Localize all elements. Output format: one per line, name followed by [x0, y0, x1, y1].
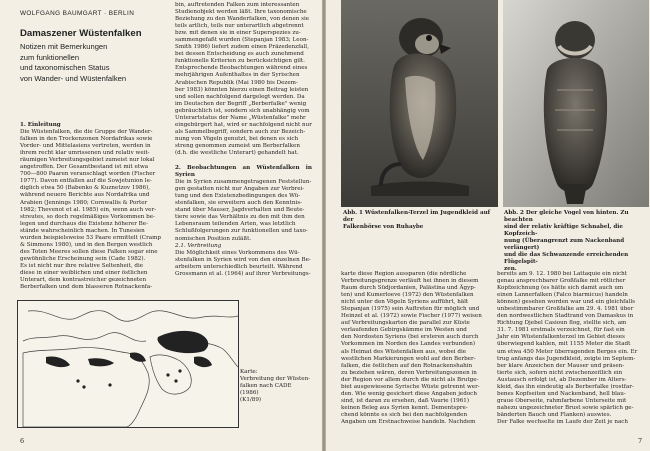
text-line: verlaufenden Gebirgskämme im Westen und [341, 327, 467, 334]
text-line: arbeitern unterschiedlich beurteilt. Während [175, 263, 303, 270]
text-line: mehrjährigen Aufenthaltes in der Syrischen [175, 72, 300, 79]
text-line: Unterart, dem kontrastreicher gezeichneten [20, 277, 147, 284]
text-line: Studienobjekt werden läßt. Ihre taxonomische [175, 9, 307, 16]
article-title: Damaszener Wüstenfalken [20, 28, 142, 39]
text-line: Beziehung zu den Wanderfalken, von denen sie [175, 16, 310, 23]
text-line: diese in einer weiblichen und einer östlichen [20, 269, 148, 276]
text-line: den Nordosten Syriens (bei ersteren auch durch [341, 334, 479, 341]
text-line: bänderten Bauch und Flanken) auswies. [497, 411, 612, 418]
subtitle-line: und taxonomischen Status [20, 63, 110, 73]
text-line: des Toten Meeres sollen diese Falken sogar eine [20, 248, 158, 255]
text-line: & Simmons 1980), und in den Bergen westlich [20, 241, 153, 248]
caption-line: Abb. 1 Wüstenfalken-Terzel im Jugendkleid auf der [343, 210, 491, 224]
text-line: Smith 1986) liefert zudem einen Präzedenzfall, [175, 44, 309, 51]
text-line: Vorkommen im Norden des Landes verbunden) [341, 341, 476, 348]
text-line: bereits am 9. 12. 1980 bei Lattaquie ein nicht [497, 271, 628, 277]
text-line: den. Wie wenig gesichert diese Angaben jedoch [341, 390, 477, 397]
subtitle-line: Notizen mit Bemerkungen [20, 42, 108, 51]
left-page [0, 0, 322, 451]
text-line: den nordwestlichen Stadtrand von Damaskus in [497, 313, 634, 320]
text-line: Grossmann et al. (1964) auf ihrer Verbreitungs- [175, 270, 311, 277]
text-line: Kopfzeichnung (es hätte sich damit auch um [497, 285, 624, 292]
text-line: falken, die östlichen auf den Rotnackenshahin [341, 362, 473, 369]
map-caption [240, 369, 312, 404]
text-line: Schlußfolgerungen zur funktionellen und taxo- [175, 228, 308, 235]
text-line: benes Kopfseiten und Nackenband, hell blau- [497, 390, 626, 397]
text-line: sind, ist daran zu ersehen, daß Vaurie (1961) [341, 397, 470, 404]
text-line: bei dessen Entscheidung es auch zunehmend [175, 51, 304, 58]
left-page-column-2 [175, 2, 312, 278]
falcon-photo-front [341, 0, 498, 207]
text-line: graue Oberseite, rahmfarbene Unterseite mit [497, 397, 627, 404]
text-line: streng genommen zumeist um Berberfalken [175, 142, 300, 149]
text-line: der Region vor allem durch die nicht als Brutge- [341, 376, 479, 383]
text-line: nomischen Position zuläßt. [175, 235, 252, 242]
text-line: Jahr ein Wüstenfalkenterzel im Gebiet dieses [497, 334, 625, 341]
text-line: Austausch erfolgt ist, ab Dezember im Alters- [497, 376, 627, 383]
caption-line: Abb. 2 Der gleiche Vogel von hinten. Zu beachten [504, 210, 629, 224]
text-line: räumigen Verbreitungsgebiet zumeist nur lokal [20, 157, 155, 164]
text-line: ihrem recht klar umrissenen und relativ weit- [20, 150, 150, 157]
text-line: sammengefaßt wurden (Stepanjan 1983; Leon- [175, 37, 309, 44]
page-number-left: 6 [20, 437, 25, 445]
text-line: überwiegend kahlen, mit 1155 Meter die Stadt [497, 341, 631, 348]
text-line: tierte sich, sofern nicht zwischenzeitlich ein [497, 369, 623, 376]
map-caption-line: Verbreitung der Wüsten- [240, 376, 311, 383]
text-line: und sollen nachfolgend dargelegt werden. Da [175, 93, 305, 100]
text-line: karte diese Region aussparen (die nördliche [341, 271, 467, 277]
text-line: ber klare Anzeichen der Mauser und präsen- [497, 362, 625, 369]
section-heading: 1. Einleitung [20, 122, 61, 128]
text-line: können) gesehen worden war und ein gleichfalls [497, 299, 635, 306]
map-caption-line: (K1/89) [240, 397, 262, 404]
map-caption-line: falken nach CADE [240, 383, 292, 390]
text-line: 31. 7. 1981 erstmals verzeichnet, für fast ein [497, 327, 625, 334]
text-line: zu beziehen wären, deren Verbreitungszonen in [341, 369, 477, 376]
subsection-heading: 2.1. Verbreitung [175, 242, 222, 249]
text-line: 700—800 Paaren veranschlagt worden (Fischer [20, 171, 156, 178]
text-line: Unterartstatus der Name „Wüstenfalke" mehr [175, 114, 306, 121]
text-line: tiere sowie das Verhältnis zu den mit ihm den [175, 214, 305, 221]
photo-caption-2 [504, 210, 646, 273]
text-line: unbestimmbarer Großfalke am 29. 4. 1981 über [497, 306, 634, 313]
text-line: Die Möglichkeit eines Vorkommens des Wü- [175, 249, 300, 256]
caption-line: zen. [504, 266, 517, 273]
text-line: gebräuchlich ist, sondern sich unabhängig vom [175, 107, 310, 114]
text-line: 1977). Davon entfallen auf die Sowjetunion le- [20, 178, 152, 185]
text-line: 1982; Thevenot et al. 1985) ein, wenn auch ver- [20, 206, 157, 213]
text-line: als Heimat des Wüstenfalken aus, wobei die [341, 348, 467, 355]
text-line: Heinzel et al. (1972) sowie Fischer (1977) weisen [341, 313, 482, 320]
text-line: stand über Mauser, Jagdverhalten und Beute- [175, 207, 305, 214]
text-line: Richtung Djebel Casioun flog, stellte sich, am [497, 320, 627, 327]
section-heading: 2. Beobachtungen an Wüstenfalken in Syrien [175, 165, 312, 179]
text-line: Die in Syrien zusammengetragenen Feststellun- [175, 179, 312, 186]
map-caption-line: (1986) [240, 390, 259, 397]
caption-line: nung (Überangrenzt zum Nackenband verlängert) [504, 238, 625, 252]
text-line: stenfalken, sie erweitern auch den Kenntnis- [175, 200, 302, 207]
text-line: ten) und Kumerloeve (1972) den Wüstenfalken [341, 292, 474, 299]
text-line: Es ist nicht nur ihre relative Seltenheit, die [20, 262, 144, 269]
text-line: als Sammelbegriff, sondern auch zur Bezeich- [175, 128, 306, 135]
text-line: Verbreitungsgrenze verläuft hei ihnen in diesem [341, 278, 479, 285]
subtitle-line: zum funktionellen [20, 52, 80, 62]
page-number-right: 7 [638, 437, 643, 445]
text-line: Entsprechende Beobachtungen während eines [175, 65, 308, 72]
text-line: Berberfalken und dem blasseren Rotnackenfa- [20, 284, 153, 291]
map-caption-line: Karte: [240, 369, 258, 375]
text-line: im Deutschen der Begriff „Berberfalke" wenig [175, 100, 307, 107]
subtitle-line: von Wander- und Wüstenfalken [20, 74, 127, 84]
text-line: (d.h. die westliche Unterart) gehandelt hat. [175, 149, 299, 156]
text-line: ber 1983) könnten hierzu einen Beitrag leisten [175, 86, 309, 93]
text-line: falken in den Trockenzonen Nordafrikas sowie [20, 136, 153, 143]
text-line: während neuere Berichte aus Nordafrika und [20, 192, 150, 199]
text-line: Lebensraum teilenden Arten, was letztlich [175, 221, 296, 228]
left-page-column-1 [20, 121, 162, 291]
text-line: um etwa 450 Meter überragenden Berges ein. Er [497, 348, 638, 355]
text-line: Die Wüstenfalken, die die Gruppe der Wander- [20, 129, 153, 136]
text-line: bin, auftretenden Falken zum interessanten [175, 2, 300, 8]
text-line: diglich etwa 50 (Babenko & Kuznetzov 1986), [20, 185, 151, 192]
text-line: Stepanjan (1975) sein Auftreten für möglich und [341, 306, 480, 313]
caption-line: sind der relativ kräftige Schnabel, die Kopfzeich- [504, 224, 623, 238]
text-line: funktionelle Kriterien zu berücksichtigen gilt. [175, 58, 305, 65]
text-line: westlichen Markierungen wohl auf den Berber- [341, 355, 476, 362]
text-line: keinen Beleg aus Syrien kennt. Dementspre- [341, 404, 468, 411]
text-line: gewöhnliche Erscheinung sein (Cade 1982). [20, 255, 146, 262]
text-line: nahezu ungezeichneter Brust sowie spärlich ge- [497, 404, 634, 411]
text-line: angetroffen. Der Gesamtbestand ist mit etwa [20, 164, 149, 171]
photo-caption-1 [343, 210, 493, 231]
text-line: Raum durch Südjordanien, Palästina und Ägyp- [341, 285, 476, 292]
text-line: stenfalken in Syrien wird von den einzelnen Be- [175, 256, 311, 263]
text-line: Angaben um Erstnachweise handeln. Nachdem [341, 418, 476, 425]
text-line: kleid, das ihn eindeutig als Berberfalke (rostfar- [497, 383, 634, 390]
falcon-back-image [503, 0, 649, 207]
text-line: nung von Vögeln genutzt, bei denen es sich [175, 135, 299, 142]
text-line: eingebürgert hat, wird er nachfolgend nicht nur [175, 121, 312, 128]
text-line: teils artlich, teils nur unterartlich abgetrennt [175, 23, 304, 30]
author-line: WOLFGANG BAUMGART · BERLIN [20, 10, 135, 17]
text-line: genau ansprechbarer Großfalke mit rötlicher [497, 278, 626, 285]
right-page-column-1 [341, 271, 490, 426]
text-line: stände wahrscheinlich machen. In Tunesien [20, 227, 145, 234]
text-line: nicht unter den Vögeln Syriens aufführt, hält [341, 299, 469, 306]
paragraph-gap [175, 157, 312, 164]
text-line: auf Verbreitungskarten die parallel zur Küste [341, 320, 470, 327]
caption-line: und die das Schwanzende erreichenden Flügelspit- [504, 252, 629, 266]
text-line: legen und durchaus die Existenz höherer Be- [20, 220, 148, 227]
falcon-photo-back [503, 0, 649, 207]
text-line: Der Falke wechselte im Laufe der Zeit je nach [497, 418, 629, 425]
text-line: bzw. mit denen sie in einer Superspezies zu- [175, 30, 301, 37]
text-line: einen Lannerfalken (Falco biarmicus) handeln [497, 292, 628, 299]
text-line: biet ausgewiesene Syrische Wüste getrennt wer- [341, 383, 480, 390]
right-page [326, 0, 650, 451]
text-line: trug anfangs das Jugendkleid, zeigte im Septem- [497, 355, 636, 362]
text-line: Arabien (Jennings 1980; Cornwallis & Porter [20, 199, 148, 206]
map-graphic [18, 301, 238, 427]
article-subtitle [20, 42, 150, 85]
text-line: gen gestatten nicht nur Angaben zur Verbrei- [175, 186, 305, 193]
caption-line: Falkenbörse von Ruhaybe [343, 224, 424, 231]
text-line: Arabischen Republik (Mai 1980 bis Dezem- [175, 79, 298, 86]
distribution-map [17, 300, 239, 428]
text-line: Vorder- und Mittelasiens vertreten, werden in [20, 143, 151, 150]
text-line: wurden beispielsweise 53 Paare ermittelt (Cramp [20, 234, 161, 241]
falcon-front-image [341, 0, 498, 207]
text-line: streutes, so doch regelmäßiges Vorkommen be- [20, 213, 155, 220]
right-page-column-2 [497, 271, 645, 426]
text-line: tung und den Existenzbedingungen des Wü- [175, 193, 301, 200]
text-line: chend könnte es sich bei den nachfolgenden [341, 411, 468, 418]
